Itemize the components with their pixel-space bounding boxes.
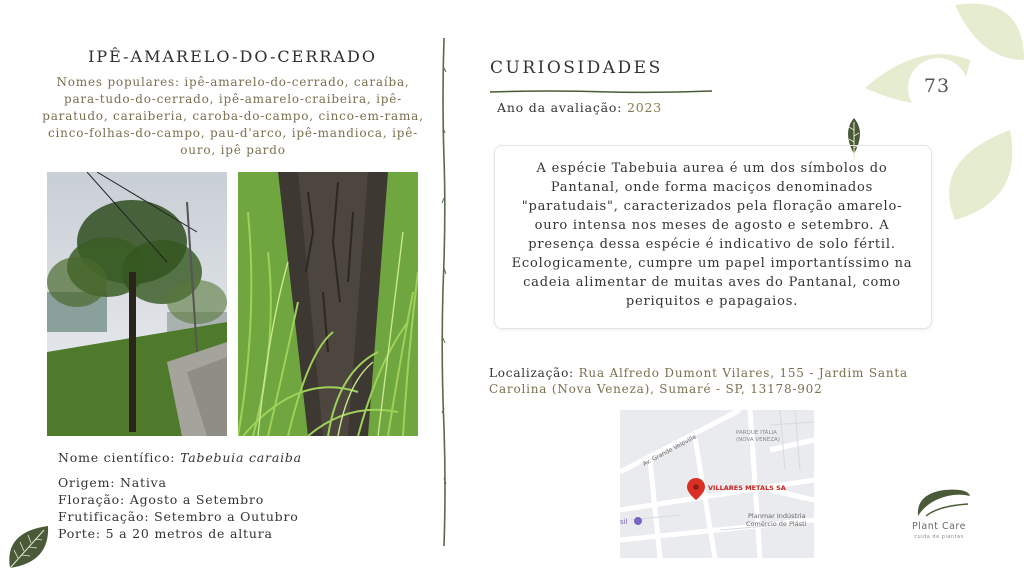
brand-name: Plant Care [912, 521, 966, 532]
curiosities-title: CURIOSIDADES [490, 58, 663, 78]
location-map[interactable] [620, 410, 814, 558]
evaluation-year [497, 100, 662, 115]
curiosity-text: A espécie Tabebuia aurea é um dos símbolos do Pantanal, onde forma maciços denominados "paratudais", caracterizados pela floração amarelo-ouro intensa nos meses de agosto e setembro. A presença dessa espécie é indicativo de solo fértil. Ecologicamente, cumpre um papel importantíssimo na cadeia alimentar de muitas aves do Pantanal, como periquitos e papagaios. [511, 161, 913, 309]
map-marker-label: VILLARES METALS SA [708, 484, 786, 492]
location-address: Rua Alfredo Dumont Vilares, 155 - Jardim Santa Carolina (Nova Veneza), Sumaré - SP, 13178-902 [489, 366, 908, 396]
size-fact: Porte: 5 a 20 metros de altura [58, 526, 273, 541]
origin-fact: Origem: Nativa [58, 475, 167, 490]
species-facts [58, 474, 299, 542]
tree-photo [47, 172, 227, 436]
location [489, 365, 969, 397]
decorative-leaves [860, 0, 1024, 230]
scientific-name [58, 450, 302, 465]
flowering-fact: Floração: Agosto a Setembro [58, 492, 265, 507]
map-business-label: Planmar Indústria Comércio de Plásti [746, 512, 807, 528]
map-district-label: PARQUE ITÁLIA (NOVA VENEZA) [736, 430, 780, 443]
year-label: Ano da avaliação: [497, 100, 627, 115]
popular-names: Nomes populares: ipê-amarelo-do-cerrado, caraíba, para-tudo-do-cerrado, ipê-amarelo-craibeira, ipê-paratudo, caraiberia, caroba-do-campo, cinco-em-rama, cinco-folhas-do-campo, pau-d'arco, ipê-mandioca, ipê-ouro, ipê pardo [42, 75, 424, 157]
title-underline [490, 79, 712, 84]
trunk-grass-photo [238, 172, 418, 436]
species-title: IPÊ-AMARELO-DO-CERRADO [88, 47, 377, 66]
year-value: 2023 [626, 100, 662, 115]
map-street-label: Av. Grande Veloville [641, 433, 698, 468]
leaf-decoration-icon [4, 522, 52, 572]
vertical-divider [440, 38, 448, 546]
scientific-label: Nome científico: [58, 450, 181, 465]
fruiting-fact: Frutificação: Setembro a Outubro [58, 509, 299, 524]
page-number: 73 [923, 75, 951, 97]
location-label: Localização: [489, 366, 579, 380]
scientific-value: Tabebuia caraiba [180, 450, 302, 465]
map-partial-label: sil [620, 518, 628, 526]
brand-tagline: cuida de plantas [914, 534, 964, 540]
